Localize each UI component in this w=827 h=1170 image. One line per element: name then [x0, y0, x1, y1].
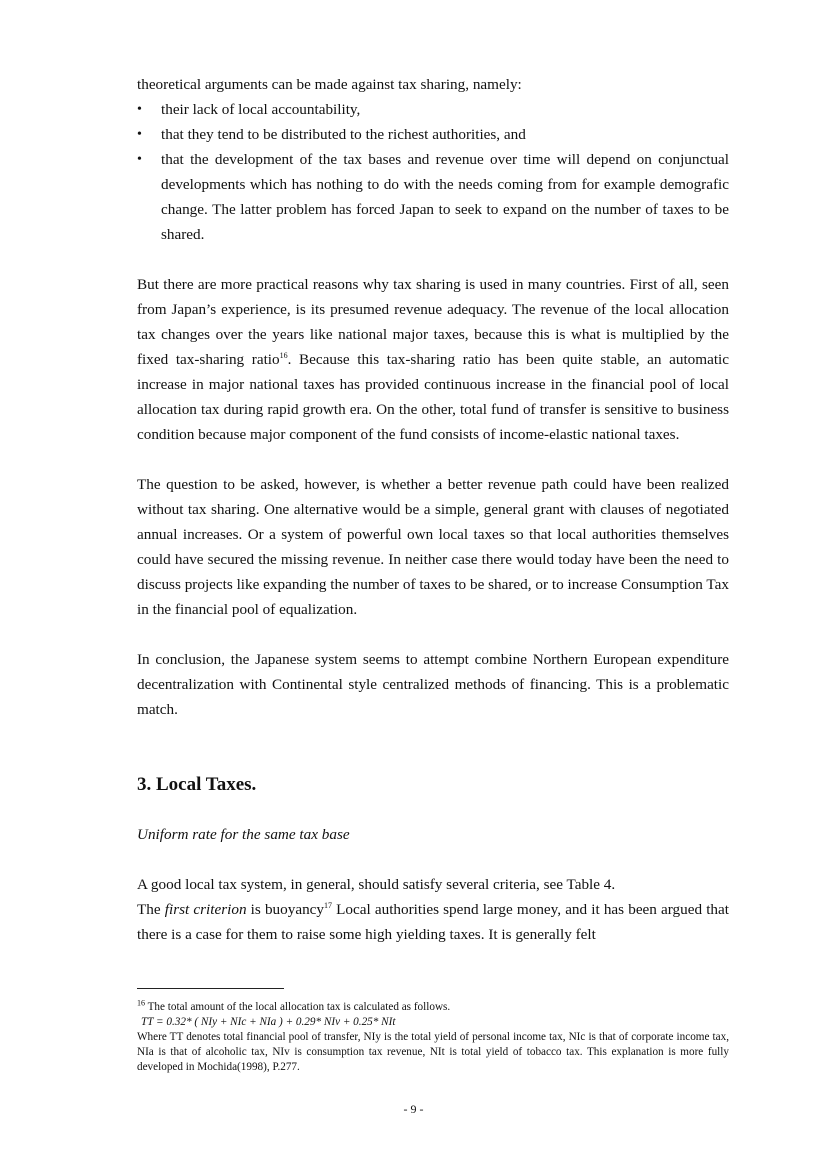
page-number: - 9 -	[403, 1102, 424, 1116]
footnote-explanation: Where TT denotes total financial pool of transfer, NIy is the total yield of personal income tax, NIc is that of corporate income tax, NIa is that of alcoholic tax, NIv is consumption tax revenue, NIt is total yield of tobacco tax. This explanation is more fully developed in Mochida(1998), P.277.	[137, 1031, 729, 1073]
bullet-item: • that the development of the tax bases and revenue over time will depend on conjunctual developments which has nothing to do with the needs coming from for example demografic change. The latter problem has forced Japan to seek to expand on the number of taxes to be shared.	[137, 147, 729, 247]
footnote-separator	[137, 988, 284, 989]
paragraph-revenue-adequacy	[137, 272, 729, 447]
paragraph-text: is buoyancy	[246, 901, 325, 918]
paragraph-text: Local authorities spend large money, and it has been argued that there is a case for them to raise some high yielding taxes. It is generally felt	[137, 901, 729, 943]
footnote-intro	[137, 1000, 729, 1015]
footnote-formula: TT = 0.32* ( NIy + NIc + NIa ) + 0.29* NIv + 0.25* NIt	[141, 1016, 396, 1028]
footnote-text: The total amount of the local allocation tax is calculated as follows.	[145, 1001, 451, 1013]
body-text	[137, 72, 729, 947]
footnote-reference: 17	[324, 900, 333, 910]
intro-line: theoretical arguments can be made against tax sharing, namely:	[137, 76, 522, 93]
footnote	[137, 1000, 729, 1075]
paragraph-text: But there are more practical reasons why tax sharing is used in many countries. First of all, seen from Japan’s experience, is its presumed revenue adequacy. The revenue of the local allocation tax changes over the years like national major taxes, because this is what is multiplied by the fixed tax-sharing ratio	[137, 276, 729, 368]
paragraph-criteria: A good local tax system, in general, should satisfy several criteria, see Table 4.	[137, 876, 616, 893]
paragraph-revenue-path: The question to be asked, however, is whether a better revenue path could have been realized without tax sharing. One alternative would be a simple, general grant with clauses of negotiated annual increases. Or a system of powerful own local taxes so that local authorities themselves could have secured the missing revenue. In neither case there would today have been the need to discuss projects like expanding the number of taxes to be shared, or to increase Consumption Tax in the financial pool of equalization.	[137, 476, 729, 618]
bullet-item: • that they tend to be distributed to the richest authorities, and	[137, 122, 729, 147]
footnote-mark: 16	[137, 998, 145, 1008]
bullet-list	[137, 97, 729, 247]
footnote-reference: 16	[279, 350, 288, 360]
bullet-item: • their lack of local accountability,	[137, 97, 729, 122]
emphasis-text: first criterion	[164, 901, 247, 918]
paragraph-conclusion: In conclusion, the Japanese system seems to attempt combine Northern European expenditure decentralization with Continental style centralized methods of financing. This is a problematic match.	[137, 651, 729, 718]
section-heading: 3. Local Taxes.	[137, 774, 257, 795]
subheading: Uniform rate for the same tax base	[137, 826, 350, 843]
paragraph-text: . Because this tax-sharing ratio has been quite stable, an automatic increase in major national taxes has provided continuous increase in the financial pool of local allocation tax during rapid growth era. On the other, total fund of transfer is sensitive to business condition because major component of the fund consists of income-elastic national taxes.	[137, 351, 730, 443]
paragraph-buoyancy	[137, 897, 729, 947]
paragraph-text: The	[137, 901, 165, 918]
